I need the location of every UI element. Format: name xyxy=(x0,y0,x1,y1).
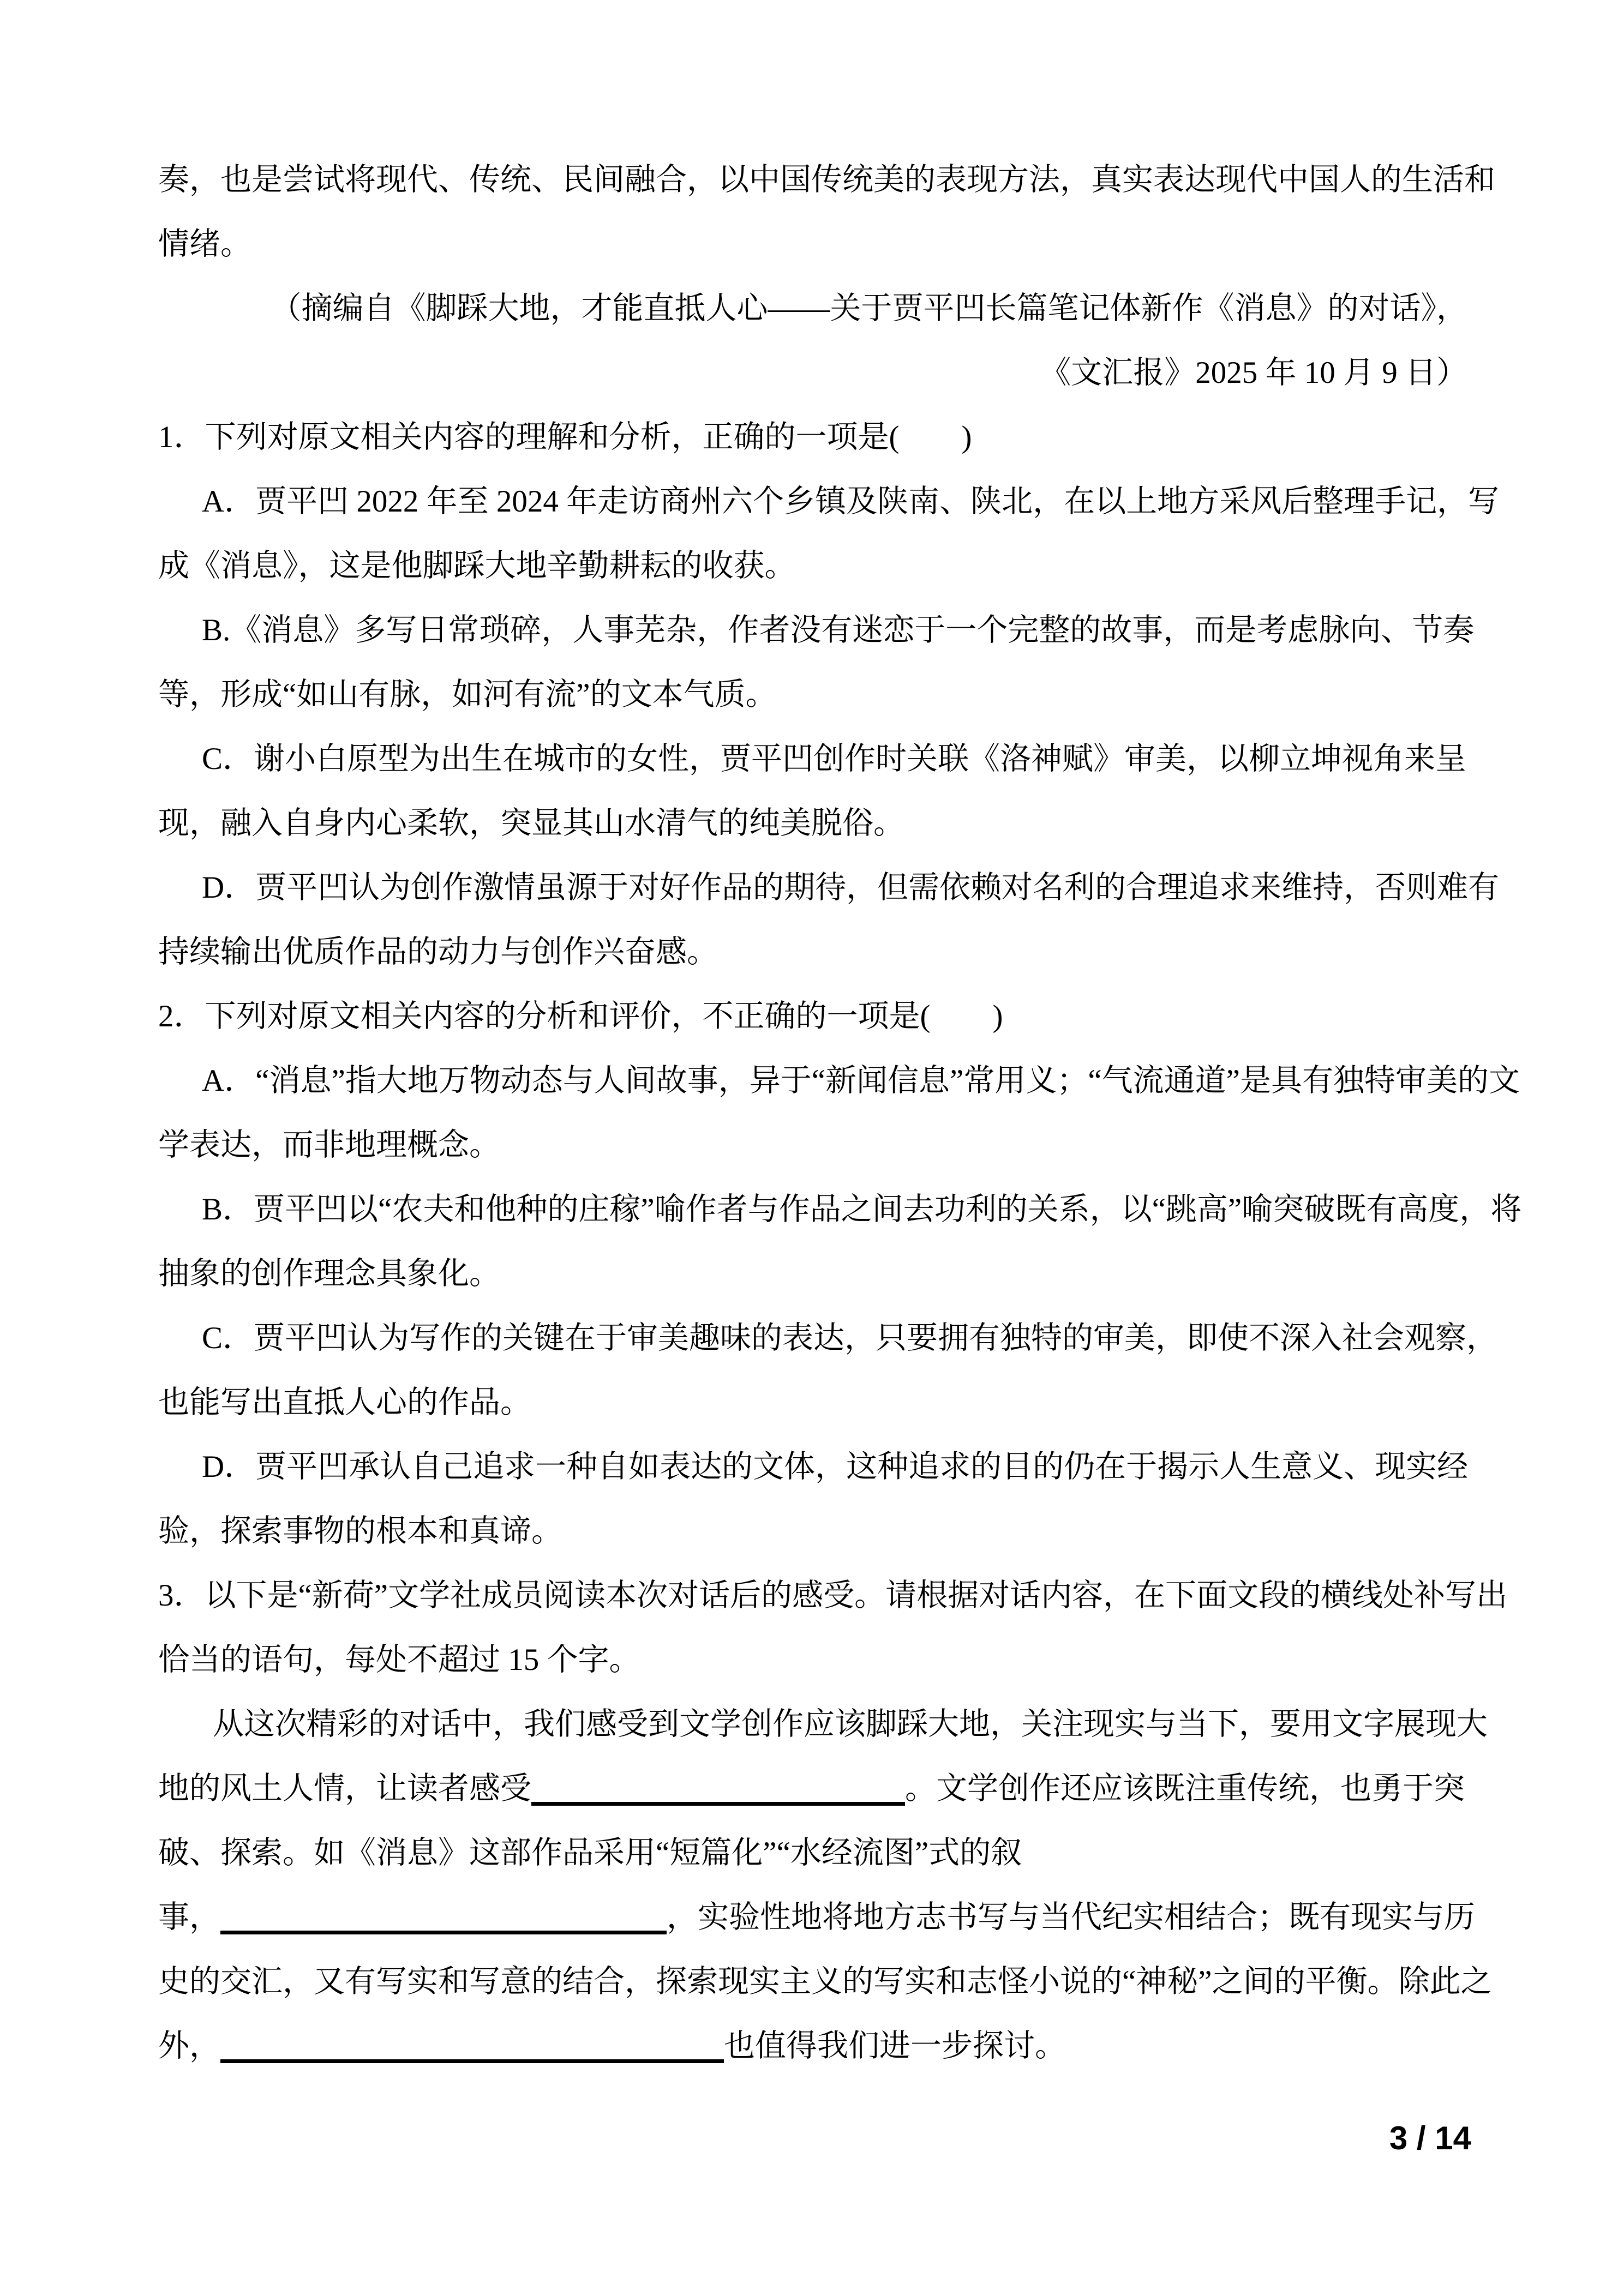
fill-text-after-blank-3: 也值得我们进一步探讨。 xyxy=(724,2029,1066,2063)
page-footer xyxy=(1389,2106,1471,2171)
fill-text-before-blank-2: 事， xyxy=(158,1900,220,1934)
fill-text-before-blank-1: 地的风土人情，让读者感受 xyxy=(158,1771,531,1806)
question3-paragraph-line2 xyxy=(158,1757,1467,1821)
question1-option-d-line2: 持续输出优质作品的动力与创作兴奋感。 xyxy=(158,935,718,969)
passage-attribution-line: （摘编自《脚踩大地，才能直抵人心——关于贾平凹长篇笔记体新作《消息》的对话》， xyxy=(270,291,1467,326)
question1-option-b-line2: 等，形成“如山有脉，如河有流”的文本气质。 xyxy=(158,677,777,712)
question1-option-a-line2: 成《消息》，这是他脚踩大地辛勤耕耘的收获。 xyxy=(158,549,796,583)
question1-option-d-line1: D．贾平凹认为创作激情虽源于对好作品的期待，但需依赖对名利的合理追求来维持，否则难有 xyxy=(202,870,1500,905)
question3-paragraph-line5: 史的交汇，又有写实和写意的结合，探索现实主义的写实和志怪小说的“神秘”之间的平衡。除此之 xyxy=(158,1964,1492,1999)
answer-blank-2 xyxy=(220,1904,667,1934)
answer-blank-3 xyxy=(220,2033,724,2063)
passage-continuation-line: 奏，也是尝试将现代、传统、民间融合，以中国传统美的表现方法，真实表达现代中国人的生活和 xyxy=(158,163,1495,197)
current-page-number: 3 xyxy=(1389,2120,1408,2156)
page-separator: / xyxy=(1407,2120,1435,2156)
answer-blank-1 xyxy=(531,1775,905,1805)
question3-paragraph-line4 xyxy=(158,1885,1475,1950)
question1-option-a-line1: A．贾平凹 2022 年至 2024 年走访商州六个乡镇及陕南、陕北，在以上地方采风后整理手记，写 xyxy=(202,484,1500,519)
fill-text-after-blank-1: 。文学创作还应该既注重传统，也勇于突 xyxy=(905,1771,1465,1806)
passage-continuation-line: 情绪。 xyxy=(158,227,251,261)
fill-text-before-blank-3: 外， xyxy=(158,2029,220,2063)
page-content xyxy=(158,148,1522,2078)
question3-stem-line2: 恰当的语句，每处不超过 15 个字。 xyxy=(158,1643,640,1677)
question3-paragraph-line3: 破、探索。如《消息》这部作品采用“短篇化”“水经流图”式的叙 xyxy=(158,1836,1022,1870)
question1-option-c-line2: 现，融入自身内心柔软，突显其山水清气的纯美脱俗。 xyxy=(158,806,904,840)
question2-option-a-line2: 学表达，而非地理概念。 xyxy=(158,1128,500,1162)
question2-option-a-line1: A．“消息”指大地万物动态与人间故事，异于“新闻信息”常用义；“气流通道”是具有独特审美的文 xyxy=(202,1063,1520,1098)
question1-option-c-line1: C．谢小白原型为出生在城市的女性，贾平凹创作时关联《洛神赋》审美，以柳立坤视角来呈 xyxy=(202,742,1467,776)
question3-paragraph-line6 xyxy=(158,2014,1467,2078)
question2-option-c-line2: 也能写出直抵人心的作品。 xyxy=(158,1385,531,1420)
question2-option-b-line1: B．贾平凹以“农夫和他种的庄稼”喻作者与作品之间去功利的关系，以“跳高”喻突破既有高度，将 xyxy=(202,1192,1522,1227)
question2-option-d-line1: D．贾平凹承认自己追求一种自如表达的文体，这种追求的目的仍在于揭示人生意义、现实经 xyxy=(202,1450,1469,1484)
fill-text-after-blank-2: ，实验性地将地方志书写与当代纪实相结合；既有现实与历 xyxy=(667,1900,1475,1934)
question2-stem: 2．下列对原文相关内容的分析和评价，不正确的一项是( ) xyxy=(158,999,1003,1033)
passage-attribution-date-line: 《文汇报》2025 年 10 月 9 日） xyxy=(1040,356,1467,390)
question1-stem: 1．下列对原文相关内容的理解和分析，正确的一项是( ) xyxy=(158,420,972,454)
question2-option-d-line2: 验，探索事物的根本和真谛。 xyxy=(158,1514,562,1548)
total-page-count: 14 xyxy=(1435,2120,1471,2156)
question3-paragraph-line1: 从这次精彩的对话中，我们感受到文学创作应该脚踩大地，关注现实与当下，要用文字展现大 xyxy=(213,1707,1488,1741)
question2-option-b-line2: 抽象的创作理念具象化。 xyxy=(158,1257,500,1291)
question1-option-b-line1: B.《消息》多写日常琐碎，人事芜杂，作者没有迷恋于一个完整的故事，而是考虑脉向、节奏 xyxy=(202,613,1475,647)
question2-option-c-line1: C．贾平凹认为写作的关键在于审美趣味的表达，只要拥有独特的审美，即使不深入社会观察， xyxy=(202,1321,1498,1355)
question3-stem-line1: 3．以下是“新荷”文学社成员阅读本次对话后的感受。请根据对话内容，在下面文段的横线处补写出 xyxy=(158,1578,1508,1613)
